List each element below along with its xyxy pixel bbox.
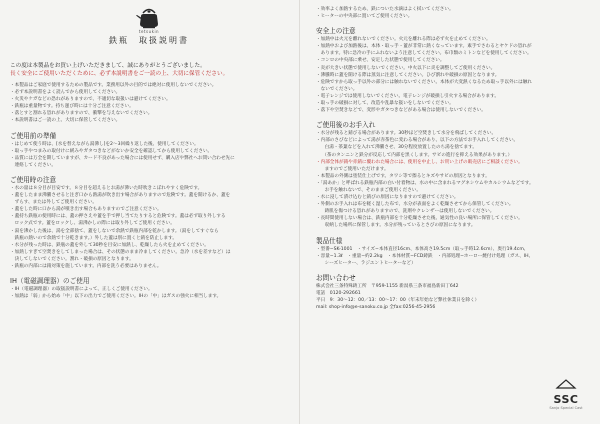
contact-hours: 平日 9：30～12：00／13：00～17：00（年末年始など弊社休業日を除く） xyxy=(316,298,480,303)
ih-list xyxy=(10,286,288,300)
care-line: ・「湯あか」と呼ばれる鉄瓶内部の白い付着物は、水の中に含まれるマグネシウムやカルシウムなどです。 xyxy=(316,180,534,186)
care-line: お手を触れないで、そのままご使用ください。 xyxy=(320,187,421,193)
logo-subtitle: Sanjo Special Cast xyxy=(549,406,583,410)
notice-line: ・落とすと割れる恐れがありますので、衝撃を与えないでください。 xyxy=(10,111,153,117)
care-line: ・水に浸して漬け込むと錆びの原因になりますので避けてください。 xyxy=(316,195,459,201)
contact-phone: 電話 0120-292661 xyxy=(316,290,361,296)
use-line: ・鉄瓶の内部には錆対策を施しています。内部を洗う必要はありません。 xyxy=(10,263,162,269)
care-line: （茶のタンニンと鉄分が反応して内部を黒くします。サビの進行を抑える効果があります。） xyxy=(320,152,513,158)
ih-line: ・IH（電磁調理器）の取扱説明書によって、正しくご使用ください。 xyxy=(10,287,153,293)
ih-line: ・加熱は「弱」から始め「中」以下の出力でご使用ください。IHの「中」はガスの強火に相当します。 xyxy=(10,294,222,300)
header xyxy=(10,6,288,58)
prep-line: ・品質には万全を期していますが、カード不良があった場合には使用せず、購入店や弊社へお問い合わせ先に xyxy=(10,155,235,161)
use-line: ずらす、または外してご使用ください。 xyxy=(10,200,97,206)
logo-triangle-icon xyxy=(555,379,577,389)
right-page xyxy=(300,0,600,424)
section-title-ih: IH（電磁調理器）のご使用 xyxy=(10,277,90,286)
notice-line: ・鉄瓶は重量物です。持ち運び時には十分ご注意ください。 xyxy=(10,104,134,110)
care-line: ・外側のお手入れは布を軽く湿した布で、水分が表面をよく乾燥させてから保管してください。 xyxy=(316,202,514,208)
safety-line: ・炎が大きい状態で使用しないでください。中火以下に炎を調整してご使用ください。 xyxy=(316,65,496,71)
section-title-contact: お問い合わせ xyxy=(316,273,356,282)
care-line: 鋳肌を傷つける恐れがありますので、洗剤やクレンザーは使用しないでください。 xyxy=(320,209,495,215)
safety-line: ・危険ですから取っ手以外の部分には触れないでください。本体が大変熱くなるため取っ手以外には触れ xyxy=(316,79,532,85)
safety-list xyxy=(316,36,592,114)
care-line: 収納した場所に保管します。水分が残っているとさびの原因になります。 xyxy=(320,223,476,229)
care-line: ・水分が残ると錆びる場合があります。30秒ほど空焚きして水分を飛ばしてください。 xyxy=(316,131,497,137)
general-notices xyxy=(10,82,288,125)
notice-line: ・必ず本説明書をよく読んでから使用してください。 xyxy=(10,90,121,96)
safety-line: ・電子レンジでは使用しないでください。電子レンジが破損し引火する場合があります。 xyxy=(316,93,499,99)
tetsubin-kettle-icon xyxy=(134,6,164,30)
section-title-prep: ご使用前の準備 xyxy=(10,131,57,140)
safety-line: ・コンロの中央部に乗せ、安定した状態で使用してください。 xyxy=(316,58,445,64)
ih-continued-list xyxy=(316,6,592,20)
notice-line: ・本説明書はご一読の上、大切に保管してください。 xyxy=(10,118,121,124)
ih-line: ・ヒーターの中央部に置いてご使用ください。 xyxy=(316,14,413,20)
contact-block xyxy=(316,283,592,311)
use-line: ・加熱しすぎて空焚きをしてしまった場合は、その状態のまま冷ましてください。急冷（水を差すなど）は xyxy=(10,249,231,255)
prep-list xyxy=(10,141,288,169)
use-line: ロック式です。蓋をロックし、湯沸かしの際には取り外してご使用ください。 xyxy=(10,221,175,227)
prep-line: 連絡してください。 xyxy=(10,162,56,168)
care-line: ・内部のさびなどによって湯が赤茶色に変わる場合があり、以下の方法でお手入れしてください。 xyxy=(316,138,519,144)
use-line: ・水分が残った時は、鉄瓶の蓋を外して30秒を目安に加熱し、乾燥したら火を止めてください。 xyxy=(10,242,209,248)
use-line: 鉄瓶の熱いので余熱で十分乾きます。）外した蓋は別に置くと錆を防止します。 xyxy=(10,235,177,241)
safety-line: ・取っ手の破損に対して、改造や乱暴な扱いをしないでください。 xyxy=(316,101,454,107)
safety-line: あります。特に急冷の手にふれないよう注意してください。布巾類のミトンなどを使用してください。 xyxy=(316,51,532,57)
use-line: ・蓋をしたまま沸騰させると注ぎ口から熱湯が吹き出す場合がありますので危険です。蓋を開けるか、蓋を xyxy=(10,193,231,199)
care-line: ・本製品の外側は塗装仕上げです。タワシ等で擦るとキズやサビの原因となります。 xyxy=(316,173,490,179)
use-line: ・水の量は８分目が目安です。８分目を超えるとお湯が沸いた時吹きこぼれやすく危険です。 xyxy=(10,185,203,191)
use-line: ・蓋をした時に口から湯が噴き出す場合もありますのでご注意ください。 xyxy=(10,207,162,213)
intro-line-warning: 長く安全にご使用いただくために、必ず本説明書をご一読の上、大切に保管ください。 xyxy=(10,71,229,77)
logo-mark: SSC xyxy=(553,393,579,406)
section-title-use: ご使用時の注意 xyxy=(10,175,57,184)
ih-line: ・効率よく加熱するため、鉄についた水滴はよく拭いてください。 xyxy=(316,7,454,12)
document-title: 鉄瓶 取扱説明書 xyxy=(109,36,189,45)
prep-line: ・取っ手やつまみの取付けに緩みやガタつきなどがないか安全を確認してから使用してください。 xyxy=(10,148,213,154)
care-line: 白湯・茶葉などを入れて沸騰させ、30分程度放置したのち湯を捨てます。 xyxy=(320,145,477,151)
care-line: ますのでご使用いただけます。 xyxy=(320,166,389,172)
intro xyxy=(10,62,288,78)
safety-line: ・沸騰時に蓋を開ける際は蒸気に注意してください。ひび割れや破損の原因となります。 xyxy=(316,72,500,78)
use-line: ・蓋持ち鉄瓶の使用時には、蓋の押さえや蓋を手で押し当てたりすると危険です。蓋は必ず取り外しする xyxy=(10,214,226,220)
care-list xyxy=(316,130,592,229)
spec-line: ・容量−1.3ℓ ・重量−約2.2kg ・本体材質−FCD鋳鉄 ・内部処理−ホーロー焼付け処理（ガス、IH、 xyxy=(316,253,534,259)
use-line: 決してしないでください。割れ・破損の原因となります。 xyxy=(10,256,134,262)
notice-line: ・火災やケガなどの恐れがありますので、不適切な取扱いは避けてください。 xyxy=(10,97,171,103)
spec-list xyxy=(316,246,592,267)
safety-line: ないでください。 xyxy=(316,86,358,92)
spec-line: ・型番−SK-1001 ・サイズ−本体直径16cm、本体高さ19.5cm（取っ手時12.6cm）、奥行19.4cm、 xyxy=(316,246,529,252)
company-logo xyxy=(546,374,586,410)
prep-line: ・はじめて使う時は、[水を替えながら湯沸し]を2～3回繰り返した後、使用してください。 xyxy=(10,141,199,147)
section-title-spec: 製品仕様 xyxy=(316,236,343,245)
care-line: ・長時間使用しない場合は、鉄瓶内部を十分乾燥させた後、通気性の良い場所に保管してください。 xyxy=(316,216,523,222)
section-title-safety: 安全上の注意 xyxy=(316,27,356,36)
contact-email: mail: shop-info@e-sanoku.co.jp 全fax:0256-45-2956 xyxy=(316,305,436,311)
contact-company: 株式会社三条特殊鋳工所 〒959-1155 新潟県三条市福島新田丁642 xyxy=(316,283,459,289)
notice-line: ・本製品はご家庭で使用するための製品です。業務用以外の目的では絶対に使用しないでください。 xyxy=(10,83,217,88)
use-list xyxy=(10,185,288,270)
intro-line: この度は本製品をお買い上げいただきまして、誠にありがとうございました。 xyxy=(10,63,206,69)
use-line: ・湯を沸かした後は、湯を全部捨て、蓋をしないで余熱で鉄瓶内部を乾かします。（湯をしてすぐなら xyxy=(10,228,219,234)
brand-name: tetsukin xyxy=(138,29,160,34)
care-line-warning: ・内部全体が錆や赤錆に覆われた場合には、使用を中止し、お買い上げの販売店にご相談ください。 xyxy=(316,159,523,165)
safety-line: ・加熱中は火元を離れないでください。火元を離れる際は必ず火を止めてください。 xyxy=(316,37,491,43)
spec-line: シーズヒーター、ラジエントヒーターなど） xyxy=(320,260,416,266)
section-title-care: ご使用後のお手入れ xyxy=(316,121,376,130)
safety-line: ・落下や空焚きなどで、変形やガタつきなどがある場合は使用しないでください。 xyxy=(316,108,486,114)
safety-line: ・加熱中および加熱後は、本体・取っ手・蓋が非常に熱くなっています。素手でさわるとヤケドの恐れが xyxy=(316,44,532,50)
